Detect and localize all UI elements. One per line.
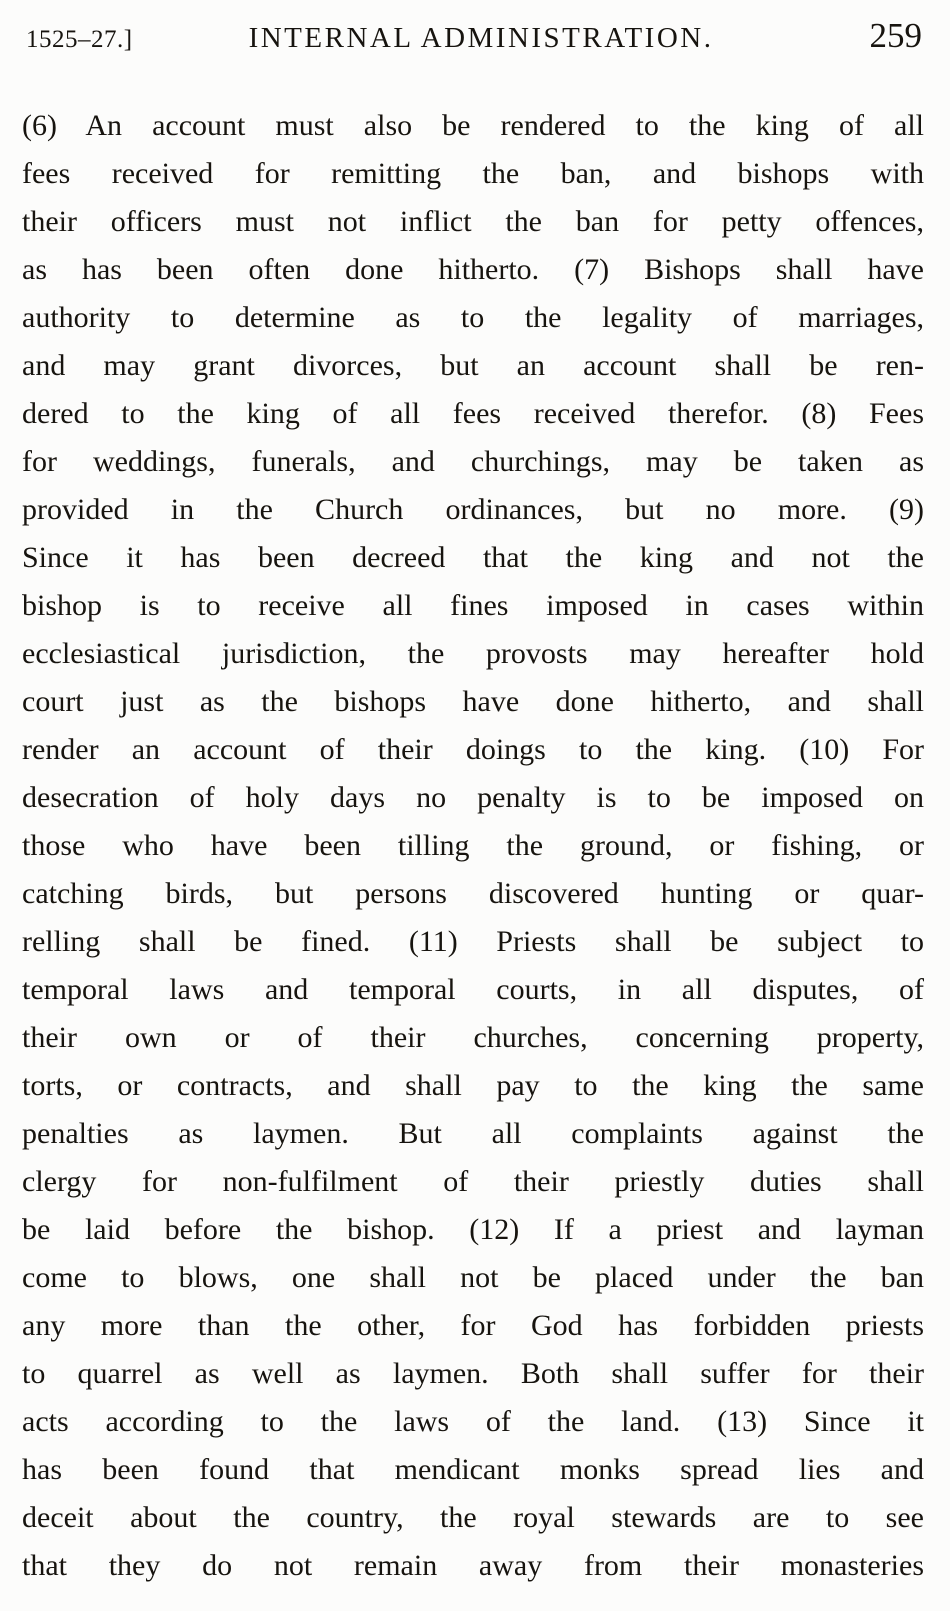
text-line: catching birds, but persons discovered hunting or quar- bbox=[22, 877, 924, 910]
text-line: their officers must not inflict the ban for petty offences, bbox=[22, 205, 924, 238]
text-line: clergy for non-fulfilment of their priestly duties shall bbox=[22, 1165, 924, 1198]
text-line: acts according to the laws of the land. (13) Since it bbox=[22, 1405, 924, 1438]
text-line: court just as the bishops have done hitherto, and shall bbox=[22, 685, 924, 718]
header-date-range: 1525–27.] bbox=[26, 26, 133, 53]
running-header bbox=[22, 10, 924, 56]
page-number: 259 bbox=[869, 16, 922, 55]
text-line: desecration of holy days no penalty is to be imposed on bbox=[22, 781, 924, 814]
text-line: that they do not remain away from their monasteries bbox=[22, 1549, 924, 1582]
text-line: fees received for remitting the ban, and bishops with bbox=[22, 157, 924, 190]
page-header-title: INTERNAL ADMINISTRATION. bbox=[248, 22, 714, 54]
text-line: temporal laws and temporal courts, in all disputes, of bbox=[22, 973, 924, 1006]
text-line: relling shall be fined. (11) Priests shall be subject to bbox=[22, 925, 924, 958]
text-line: be laid before the bishop. (12) If a priest and layman bbox=[22, 1213, 924, 1246]
text-line: for weddings, funerals, and churchings, may be taken as bbox=[22, 445, 924, 478]
text-line: come to blows, one shall not be placed under the ban bbox=[22, 1261, 924, 1294]
text-line: any more than the other, for God has forbidden priests bbox=[22, 1309, 924, 1342]
text-line: penalties as laymen. But all complaints against the bbox=[22, 1117, 924, 1150]
text-line: render an account of their doings to the king. (10) For bbox=[22, 733, 924, 766]
text-line: provided in the Church ordinances, but no more. (9) bbox=[22, 493, 924, 526]
text-line: Since it has been decreed that the king and not the bbox=[22, 541, 924, 574]
text-line: and may grant divorces, but an account shall be ren- bbox=[22, 349, 924, 382]
text-line: bishop is to receive all fines imposed in cases within bbox=[22, 589, 924, 622]
text-line: authority to determine as to the legality of marriages, bbox=[22, 301, 924, 334]
text-line: ecclesiastical jurisdiction, the provosts may hereafter hold bbox=[22, 637, 924, 670]
text-line: has been found that mendicant monks spread lies and bbox=[22, 1453, 924, 1486]
text-line: deceit about the country, the royal stewards are to see bbox=[22, 1501, 924, 1534]
text-line: as has been often done hitherto. (7) Bishops shall have bbox=[22, 253, 924, 286]
text-line: their own or of their churches, concerning property, bbox=[22, 1021, 924, 1054]
body-text bbox=[22, 102, 924, 1590]
text-line: to quarrel as well as laymen. Both shall suffer for their bbox=[22, 1357, 924, 1390]
text-line: those who have been tilling the ground, or fishing, or bbox=[22, 829, 924, 862]
text-line: (6) An account must also be rendered to the king of all bbox=[22, 109, 924, 142]
text-line: torts, or contracts, and shall pay to the king the same bbox=[22, 1069, 924, 1102]
text-line: dered to the king of all fees received therefor. (8) Fees bbox=[22, 397, 924, 430]
